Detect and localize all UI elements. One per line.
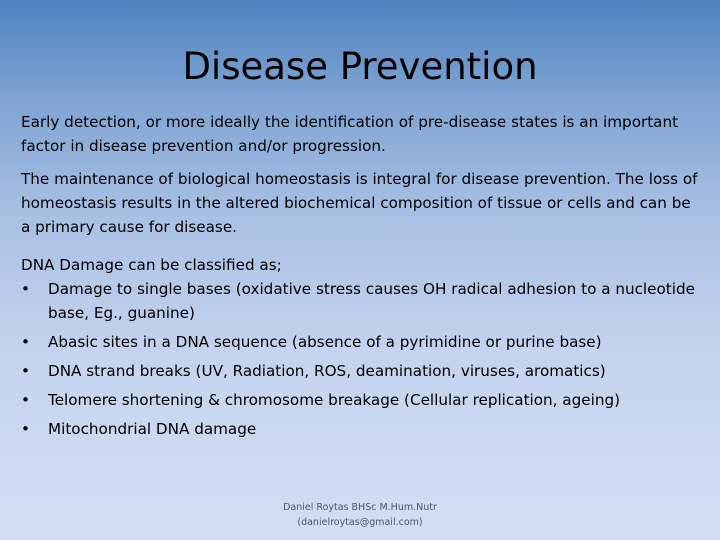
bullet-icon: • [21, 391, 30, 409]
bullet-icon: • [21, 362, 30, 380]
list-item-text: Mitochondrial DNA damage [48, 420, 257, 438]
list-item [21, 330, 701, 354]
slide-title: Disease Prevention [182, 45, 538, 88]
list-item-text: Damage to single bases (oxidative stress causes OH radical adhesion to a nucleotide base, Eg., guanine) [48, 280, 695, 322]
list-item [21, 277, 701, 325]
list-item [21, 417, 701, 441]
dna-damage-list [21, 277, 701, 441]
footer-author: Daniel Roytas BHSc M.Hum.Nutr [283, 502, 437, 513]
bullet-icon: • [21, 420, 30, 438]
footer-email: (danielroytas@gmail.com) [297, 517, 423, 528]
bullet-icon: • [21, 333, 30, 351]
bullet-icon: • [21, 280, 30, 298]
list-item [21, 359, 701, 383]
list-item-text: Telomere shortening & chromosome breakage (Cellular replication, ageing) [48, 391, 621, 409]
slide-body [21, 110, 701, 446]
paragraph-early-detection: Early detection, or more ideally the identification of pre-disease states is an important factor in disease prevention and/or progression. [21, 113, 679, 155]
list-item-text: DNA strand breaks (UV, Radiation, ROS, deamination, viruses, aromatics) [48, 362, 606, 380]
list-item-text: Abasic sites in a DNA sequence (absence of a pyrimidine or purine base) [48, 333, 602, 351]
dna-damage-intro: DNA Damage can be classified as; [21, 256, 282, 274]
list-item [21, 388, 701, 412]
paragraph-homeostasis: The maintenance of biological homeostasis is integral for disease prevention. The loss of homeostasis results in the altered biochemical composition of tissue or cells and can be a primary cause for disease. [21, 170, 698, 236]
slide-footer [200, 500, 520, 530]
